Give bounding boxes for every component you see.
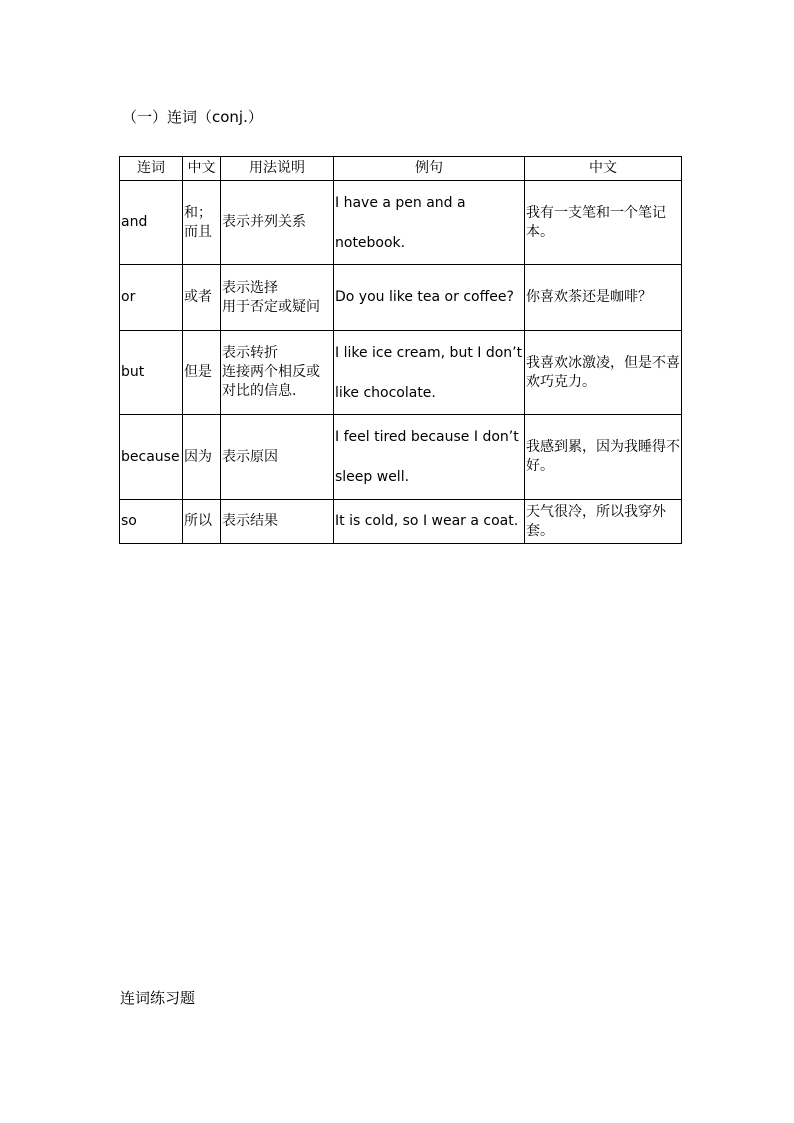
translation: 你喜欢茶还是咖啡？	[525, 265, 682, 331]
conjunction-meaning: 所以	[183, 500, 221, 544]
usage-line: 表示结果	[222, 513, 278, 529]
usage-note	[221, 500, 334, 544]
table-row	[120, 500, 682, 544]
example-line: sleep well.	[335, 469, 410, 485]
table-header-row	[120, 157, 682, 181]
example-line: notebook.	[335, 234, 406, 251]
example-line: I have a pen and a	[335, 194, 466, 211]
header-conjunction: 连词	[120, 157, 183, 181]
usage-note	[221, 265, 334, 331]
conjunction-meaning: 或者	[183, 265, 221, 331]
translation: 我喜欢冰激凌，但是不喜欢巧克力。	[525, 331, 682, 415]
usage-line: 表示选择	[222, 279, 278, 296]
usage-line: 连接两个相反或对比的信息.	[222, 364, 320, 399]
table-row	[120, 265, 682, 331]
usage-note	[221, 181, 334, 265]
table-row	[120, 415, 682, 500]
table-row	[120, 331, 682, 415]
usage-line: 用于否定或疑问	[222, 298, 320, 315]
header-chinese: 中文	[183, 157, 221, 181]
example-sentence	[334, 265, 525, 331]
example-line: It is cold, so I wear a coat.	[335, 513, 519, 529]
conjunction-word: or	[120, 265, 183, 331]
conjunction-meaning: 因为	[183, 415, 221, 500]
conjunction-meaning: 和；而且	[183, 181, 221, 265]
translation: 我感到累，因为我睡得不好。	[525, 415, 682, 500]
example-line: I like ice cream, but I don’t	[335, 344, 523, 361]
section-heading: （一）连词（conj.）	[122, 108, 263, 126]
conjunction-table	[119, 156, 682, 544]
example-sentence	[334, 331, 525, 415]
conjunction-word: and	[120, 181, 183, 265]
example-line: I feel tired because I don’t	[335, 429, 519, 445]
usage-note	[221, 415, 334, 500]
header-usage: 用法说明	[221, 157, 334, 181]
table-row	[120, 181, 682, 265]
exercise-title: 连词练习题	[120, 989, 196, 1007]
usage-line: 表示并列关系	[222, 214, 306, 230]
usage-line: 表示原因	[222, 448, 278, 465]
conjunction-meaning: 但是	[183, 331, 221, 415]
example-sentence	[334, 181, 525, 265]
header-example: 例句	[334, 157, 525, 181]
conjunction-word: because	[120, 415, 183, 500]
example-line: Do you like tea or coffee?	[335, 289, 514, 305]
conjunction-word: so	[120, 500, 183, 544]
translation: 我有一支笔和一个笔记本。	[525, 181, 682, 265]
usage-note	[221, 331, 334, 415]
usage-line: 表示转折	[222, 345, 278, 361]
example-sentence	[334, 415, 525, 500]
header-translation: 中文	[525, 157, 682, 181]
conjunction-word: but	[120, 331, 183, 415]
example-sentence	[334, 500, 525, 544]
example-line: like chocolate.	[335, 384, 436, 401]
translation: 天气很冷，所以我穿外套。	[525, 500, 682, 544]
